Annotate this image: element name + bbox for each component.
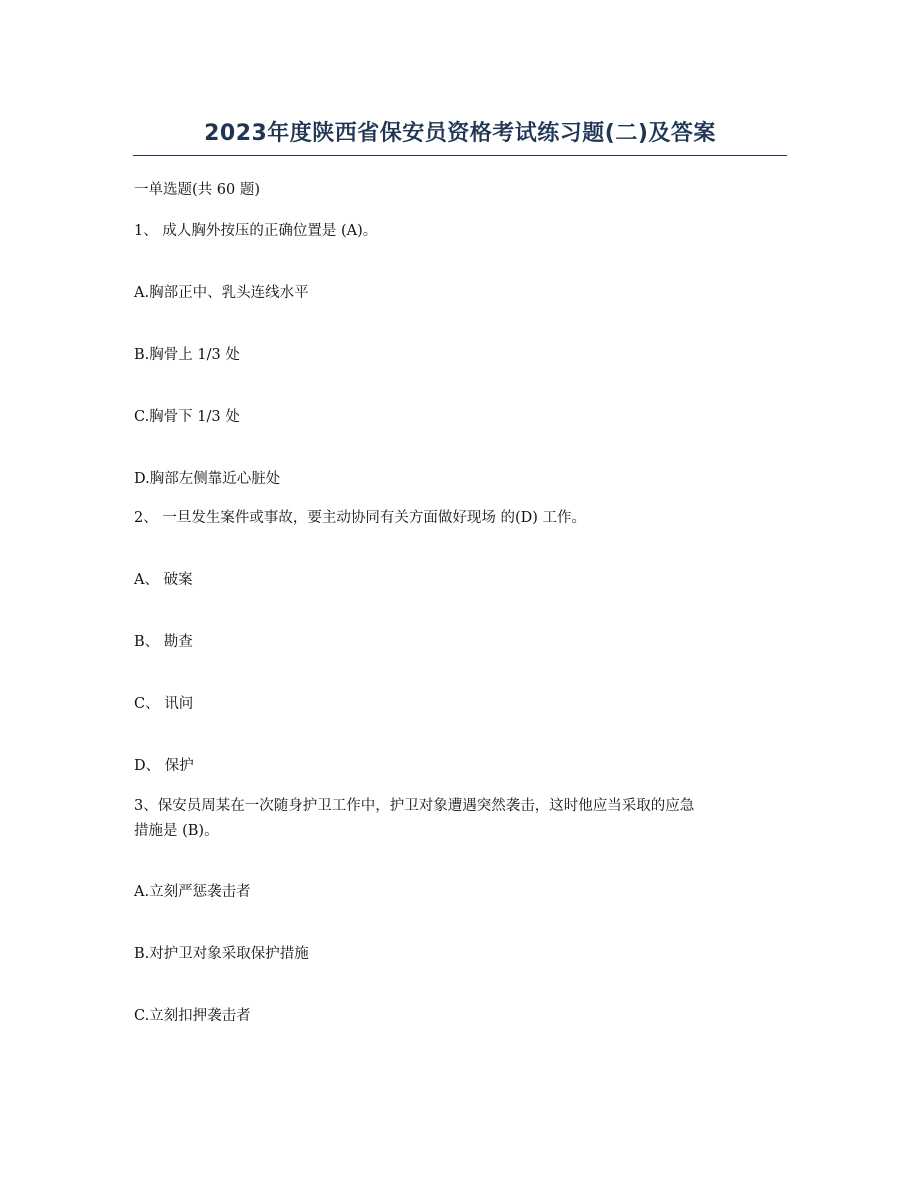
question-3-option-a: A.立刻严惩袭击者 [134, 884, 251, 900]
page-title: 2023年度陕西省保安员资格考试练习题(二)及答案 [204, 121, 716, 146]
question-3-stem-line-2: 措施是 (B)。 [134, 823, 219, 839]
question-2-option-d: D、 保护 [134, 758, 194, 774]
question-2-option-b: B、 勘查 [134, 634, 193, 650]
question-1-option-b: B.胸骨上 1/3 处 [134, 347, 240, 363]
question-2-stem: 2、 一旦发生案件或事故，要主动协同有关方面做好现场 的(D) 工作。 [134, 510, 586, 526]
question-3-option-c: C.立刻扣押袭击者 [134, 1008, 251, 1024]
question-1-stem: 1、 成人胸外按压的正确位置是 (A)。 [134, 223, 378, 239]
section-heading: 一单选题(共 60 题) [134, 182, 260, 198]
question-3-option-b: B.对护卫对象采取保护措施 [134, 946, 309, 962]
question-2-option-c: C、 讯问 [134, 696, 194, 712]
question-1-option-c: C.胸骨下 1/3 处 [134, 409, 240, 425]
question-1-option-d: D.胸部左侧靠近心脏处 [134, 471, 281, 487]
question-1-option-a: A.胸部正中、乳头连线水平 [134, 285, 309, 301]
question-2-option-a: A、 破案 [134, 572, 193, 588]
question-3-stem-line-1: 3、保安员周某在一次随身护卫工作中，护卫对象遭遇突然袭击，这时他应当采取的应急 [134, 798, 695, 814]
title-underline [133, 155, 787, 156]
